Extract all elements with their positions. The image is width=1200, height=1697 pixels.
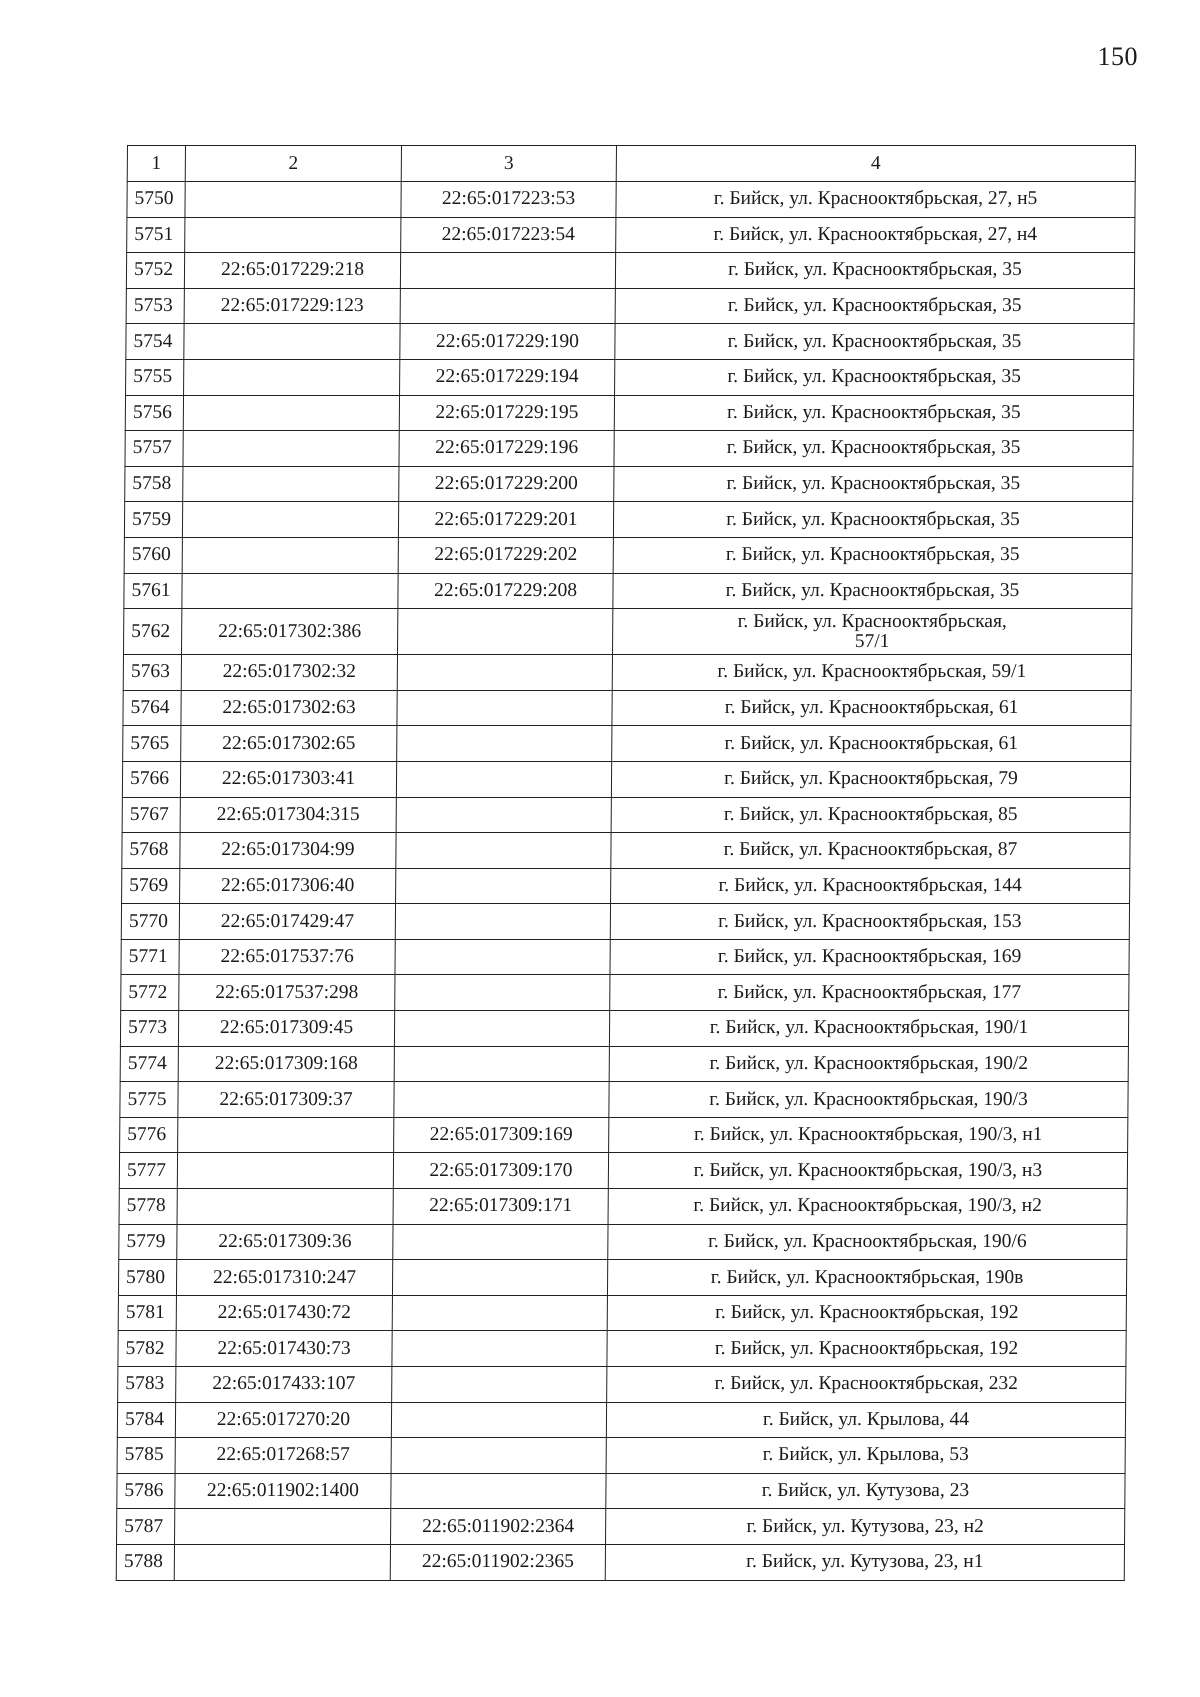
cadastral-land-cell: [184, 324, 400, 360]
row-number-cell: 5752: [126, 253, 184, 289]
cadastral-building-cell: 22:65:017229:190: [400, 324, 615, 360]
cadastral-land-cell: 22:65:017270:20: [175, 1402, 391, 1438]
cadastral-building-cell: 22:65:017229:200: [399, 466, 614, 502]
row-number-cell: 5753: [126, 288, 184, 324]
address-cell: г. Бийск, ул. Краснооктябрьская, 177: [610, 975, 1129, 1011]
row-number-cell: 5762: [123, 609, 181, 655]
cadastral-building-cell: 22:65:011902:2364: [391, 1509, 606, 1545]
cadastral-building-cell: 22:65:017309:169: [394, 1117, 609, 1153]
row-number-cell: 5754: [126, 324, 184, 360]
address-cell: г. Бийск, ул. Краснооктябрьская, 35: [614, 395, 1133, 431]
table-row: [119, 1224, 1127, 1260]
table-row: [123, 726, 1131, 762]
table-row: [116, 1544, 1124, 1580]
address-cell: г. Бийск, ул. Краснооктябрьская, 35: [615, 324, 1134, 360]
table-row: [121, 939, 1129, 975]
address-cell: г. Бийск, ул. Краснооктябрьская, 190/2: [609, 1046, 1128, 1082]
table-row: [118, 1260, 1126, 1296]
cadastral-land-cell: 22:65:017309:45: [178, 1011, 394, 1047]
cadastral-land-cell: 22:65:011902:1400: [175, 1473, 391, 1509]
row-number-cell: 5767: [122, 797, 180, 833]
address-cell: г. Бийск, ул. Краснооктябрьская, 192: [607, 1295, 1126, 1331]
cadastral-building-cell: [397, 726, 612, 762]
address-cell: [612, 609, 1131, 655]
cadastral-building-cell: 22:65:011902:2365: [390, 1544, 605, 1580]
address-cell: г. Бийск, ул. Краснооктябрьская, 169: [610, 939, 1129, 975]
row-number-cell: 5779: [119, 1224, 177, 1260]
cadastral-building-cell: 22:65:017309:170: [393, 1153, 608, 1189]
column-header: 4: [616, 146, 1135, 182]
row-number-cell: 5780: [118, 1260, 176, 1296]
row-number-cell: 5787: [117, 1509, 175, 1545]
row-number-cell: 5788: [116, 1544, 174, 1580]
address-cell: г. Бийск, ул. Краснооктябрьская, 35: [614, 431, 1133, 467]
table-row: [117, 1509, 1125, 1545]
cadastral-land-cell: 22:65:017309:37: [178, 1082, 394, 1118]
cadastral-land-cell: [185, 182, 401, 218]
address-cell: г. Бийск, ул. Краснооктябрьская, 190/3, н3: [608, 1153, 1127, 1189]
registry-table-body: [116, 146, 1135, 1581]
row-number-cell: 5783: [118, 1367, 176, 1403]
table-row: [120, 1082, 1128, 1118]
cadastral-land-cell: 22:65:017302:32: [181, 655, 397, 691]
cadastral-building-cell: [392, 1295, 607, 1331]
address-cell: г. Бийск, ул. Краснооктябрьская, 35: [615, 288, 1134, 324]
cadastral-building-cell: 22:65:017229:201: [398, 502, 613, 538]
cadastral-land-cell: [174, 1544, 390, 1580]
cadastral-land-cell: 22:65:017303:41: [180, 761, 396, 797]
cadastral-land-cell: [185, 217, 401, 253]
address-line-1: г. Бийск, ул. Краснооктябрьская,: [737, 610, 1007, 632]
registry-table: [116, 145, 1136, 1581]
cadastral-land-cell: 22:65:017229:123: [184, 288, 400, 324]
table-row: [122, 761, 1130, 797]
address-cell: г. Бийск, ул. Крылова, 53: [606, 1438, 1125, 1474]
address-cell: г. Бийск, ул. Краснооктябрьская, 35: [613, 537, 1132, 573]
row-number-cell: 5786: [117, 1473, 175, 1509]
row-number-cell: 5775: [120, 1082, 178, 1118]
row-number-cell: 5774: [120, 1046, 178, 1082]
address-cell: г. Бийск, ул. Краснооктябрьская, 35: [615, 359, 1134, 395]
cadastral-building-cell: [400, 288, 615, 324]
row-number-cell: 5777: [119, 1153, 177, 1189]
cadastral-land-cell: 22:65:017429:47: [179, 904, 395, 940]
row-number-cell: 5763: [123, 655, 181, 691]
table-row: [120, 1117, 1128, 1153]
row-number-cell: 5778: [119, 1189, 177, 1225]
table-row: [127, 217, 1135, 253]
address-cell: г. Бийск, ул. Краснооктябрьская, 27, н5: [616, 182, 1135, 218]
cadastral-land-cell: 22:65:017302:386: [181, 609, 397, 655]
cadastral-land-cell: [178, 1117, 394, 1153]
cadastral-building-cell: [397, 690, 612, 726]
table-row: [126, 359, 1134, 395]
address-cell: г. Бийск, ул. Краснооктябрьская, 61: [612, 690, 1131, 726]
cadastral-land-cell: 22:65:017310:247: [176, 1260, 392, 1296]
row-number-cell: 5764: [123, 690, 181, 726]
table-row: [123, 690, 1131, 726]
cadastral-building-cell: 22:65:017229:196: [399, 431, 614, 467]
column-header: 3: [401, 146, 616, 182]
cadastral-land-cell: [182, 537, 398, 573]
cadastral-building-cell: [392, 1260, 607, 1296]
address-cell: г. Бийск, ул. Краснооктябрьская, 87: [611, 833, 1130, 869]
address-cell: г. Бийск, ул. Краснооктябрьская, 190/1: [609, 1011, 1128, 1047]
address-cell: г. Бийск, ул. Кутузова, 23, н1: [605, 1544, 1124, 1580]
table-row: [124, 573, 1132, 609]
cadastral-land-cell: [182, 502, 398, 538]
row-number-cell: 5782: [118, 1331, 176, 1367]
cadastral-land-cell: [184, 359, 400, 395]
table-row: [121, 904, 1129, 940]
cadastral-land-cell: [177, 1189, 393, 1225]
cadastral-building-cell: [391, 1402, 606, 1438]
cadastral-land-cell: 22:65:017433:107: [176, 1367, 392, 1403]
cadastral-building-cell: 22:65:017309:171: [393, 1189, 608, 1225]
table-row: [123, 655, 1131, 691]
row-number-cell: 5757: [125, 431, 183, 467]
row-number-cell: 5768: [122, 833, 180, 869]
cadastral-building-cell: [394, 1046, 609, 1082]
cadastral-building-cell: [394, 1011, 609, 1047]
cadastral-land-cell: 22:65:017537:76: [179, 939, 395, 975]
row-number-cell: 5759: [124, 502, 182, 538]
cadastral-building-cell: [395, 939, 610, 975]
address-cell: г. Бийск, ул. Краснооктябрьская, 27, н4: [616, 217, 1135, 253]
address-cell: г. Бийск, ул. Краснооктябрьская, 190в: [607, 1260, 1126, 1296]
address-cell: г. Бийск, ул. Краснооктябрьская, 61: [612, 726, 1131, 762]
table-row: [126, 288, 1134, 324]
table-row: [117, 1402, 1125, 1438]
table-row: [117, 1473, 1125, 1509]
table-row: [118, 1295, 1126, 1331]
row-number-cell: 5776: [120, 1117, 178, 1153]
address-cell: г. Бийск, ул. Краснооктябрьская, 144: [611, 868, 1130, 904]
cadastral-land-cell: 22:65:017229:218: [184, 253, 400, 289]
cadastral-building-cell: [400, 253, 615, 289]
address-cell: г. Бийск, ул. Краснооктябрьская, 35: [614, 466, 1133, 502]
row-number-cell: 5784: [117, 1402, 175, 1438]
table-row: [118, 1331, 1126, 1367]
cadastral-land-cell: 22:65:017309:36: [177, 1224, 393, 1260]
table-row: [126, 324, 1134, 360]
table-row: [126, 253, 1134, 289]
cadastral-building-cell: [396, 761, 611, 797]
address-cell: г. Бийск, ул. Кутузова, 23: [606, 1473, 1125, 1509]
cadastral-building-cell: [393, 1224, 608, 1260]
row-number-cell: 5756: [125, 395, 183, 431]
table-row: [119, 1153, 1127, 1189]
table-row: [118, 1367, 1126, 1403]
table-row: [124, 502, 1132, 538]
address-cell: г. Бийск, ул. Краснооктябрьская, 190/3, н1: [609, 1117, 1128, 1153]
table-row: [125, 466, 1133, 502]
cadastral-building-cell: [395, 975, 610, 1011]
cadastral-building-cell: [397, 655, 612, 691]
address-cell: г. Бийск, ул. Краснооктябрьская, 232: [607, 1367, 1126, 1403]
cadastral-land-cell: [177, 1153, 393, 1189]
address-cell: г. Бийск, ул. Краснооктябрьская, 59/1: [612, 655, 1131, 691]
address-cell: г. Бийск, ул. Краснооктябрьская, 35: [613, 502, 1132, 538]
table-row: [122, 833, 1130, 869]
row-number-cell: 5766: [122, 761, 180, 797]
cadastral-building-cell: [394, 1082, 609, 1118]
address-cell: г. Бийск, ул. Краснооктябрьская, 35: [613, 573, 1132, 609]
cadastral-land-cell: [175, 1509, 391, 1545]
cadastral-building-cell: [396, 868, 611, 904]
cadastral-land-cell: 22:65:017268:57: [175, 1438, 391, 1474]
cadastral-building-cell: 22:65:017229:195: [399, 395, 614, 431]
address-cell: г. Бийск, ул. Краснооктябрьская, 153: [610, 904, 1129, 940]
cadastral-building-cell: [397, 609, 612, 655]
cadastral-building-cell: 22:65:017223:54: [401, 217, 616, 253]
registry-sheet: [116, 145, 1135, 1581]
table-row: [119, 1189, 1127, 1225]
cadastral-land-cell: 22:65:017304:99: [180, 833, 396, 869]
address-cell: г. Бийск, ул. Краснооктябрьская, 190/3: [609, 1082, 1128, 1118]
table-row: [120, 1011, 1128, 1047]
row-number-cell: 5771: [121, 939, 179, 975]
cadastral-land-cell: 22:65:017302:63: [181, 690, 397, 726]
table-row: [127, 182, 1135, 218]
row-number-cell: 5755: [126, 359, 184, 395]
cadastral-land-cell: 22:65:017302:65: [181, 726, 397, 762]
table-row: [120, 1046, 1128, 1082]
page-number: 150: [1097, 42, 1138, 71]
address-cell: г. Бийск, ул. Кутузова, 23, н2: [606, 1509, 1125, 1545]
address-line-2: 57/1: [854, 630, 890, 652]
address-cell: г. Бийск, ул. Краснооктябрьская, 192: [607, 1331, 1126, 1367]
cadastral-land-cell: [183, 466, 399, 502]
cadastral-building-cell: [391, 1473, 606, 1509]
table-row: [122, 868, 1130, 904]
cadastral-building-cell: [395, 904, 610, 940]
cadastral-building-cell: [391, 1438, 606, 1474]
row-number-cell: 5773: [120, 1011, 178, 1047]
cadastral-building-cell: [392, 1367, 607, 1403]
address-cell: г. Бийск, ул. Краснооктябрьская, 35: [615, 253, 1134, 289]
cadastral-land-cell: [183, 431, 399, 467]
address-cell: г. Бийск, ул. Краснооктябрьская, 190/6: [608, 1224, 1127, 1260]
row-number-cell: 5761: [124, 573, 182, 609]
column-header: 1: [127, 146, 185, 182]
address-cell: г. Бийск, ул. Краснооктябрьская, 79: [611, 761, 1130, 797]
cadastral-land-cell: [183, 395, 399, 431]
table-row: [124, 537, 1132, 573]
cadastral-land-cell: 22:65:017430:72: [176, 1295, 392, 1331]
cadastral-building-cell: 22:65:017229:194: [400, 359, 615, 395]
table-row: [121, 975, 1129, 1011]
table-row: [117, 1438, 1125, 1474]
row-number-cell: 5770: [121, 904, 179, 940]
cadastral-building-cell: 22:65:017229:208: [398, 573, 613, 609]
column-header: 2: [185, 146, 401, 182]
row-number-cell: 5750: [127, 182, 185, 218]
row-number-cell: 5758: [125, 466, 183, 502]
table-row: [125, 395, 1133, 431]
cadastral-building-cell: 22:65:017229:202: [398, 537, 613, 573]
address-cell: г. Бийск, ул. Крылова, 44: [606, 1402, 1125, 1438]
table-row: [125, 431, 1133, 467]
table-row: [122, 797, 1130, 833]
row-number-cell: 5760: [124, 537, 182, 573]
row-number-cell: 5751: [127, 217, 185, 253]
cadastral-land-cell: 22:65:017304:315: [180, 797, 396, 833]
address-cell: г. Бийск, ул. Краснооктябрьская, 190/3, н2: [608, 1189, 1127, 1225]
cadastral-land-cell: 22:65:017430:73: [176, 1331, 392, 1367]
cadastral-land-cell: 22:65:017537:298: [179, 975, 395, 1011]
cadastral-building-cell: [396, 833, 611, 869]
table-header-row: [127, 146, 1135, 182]
cadastral-land-cell: [182, 573, 398, 609]
row-number-cell: 5781: [118, 1295, 176, 1331]
table-row: [123, 609, 1131, 655]
row-number-cell: 5769: [122, 868, 180, 904]
row-number-cell: 5785: [117, 1438, 175, 1474]
address-cell: г. Бийск, ул. Краснооктябрьская, 85: [611, 797, 1130, 833]
cadastral-building-cell: 22:65:017223:53: [401, 182, 616, 218]
cadastral-building-cell: [396, 797, 611, 833]
cadastral-land-cell: 22:65:017306:40: [180, 868, 396, 904]
cadastral-land-cell: 22:65:017309:168: [178, 1046, 394, 1082]
row-number-cell: 5765: [123, 726, 181, 762]
row-number-cell: 5772: [121, 975, 179, 1011]
cadastral-building-cell: [392, 1331, 607, 1367]
